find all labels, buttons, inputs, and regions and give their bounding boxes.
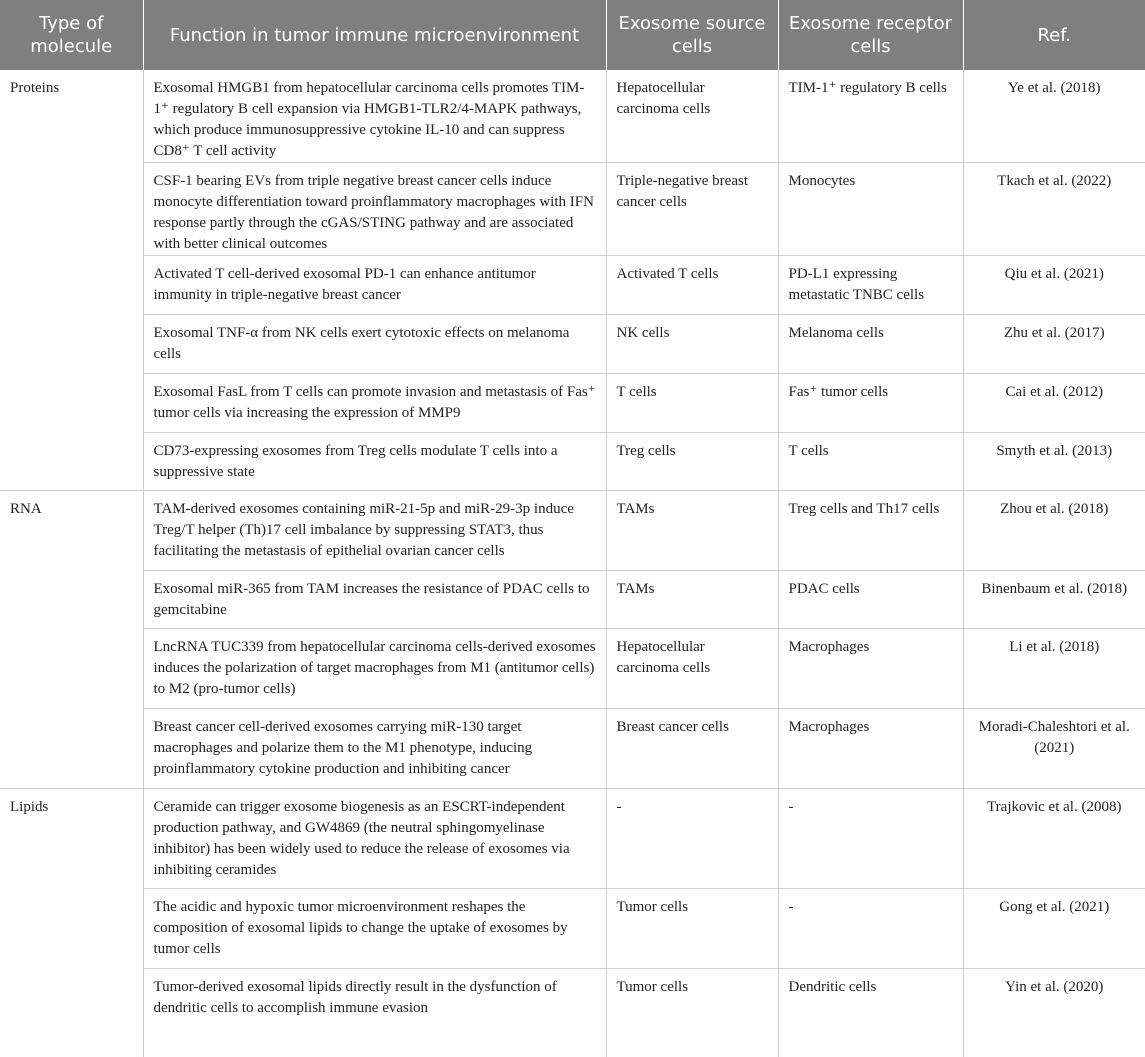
header-function: Function in tumor immune microenvironment [143,0,606,70]
table-body [0,70,1145,1057]
table-row [0,315,1145,374]
receptor-cell: Melanoma cells [778,315,963,374]
ref-cell: Zhou et al. (2018) [963,491,1145,571]
ref-cell: Moradi-Chaleshtori et al. (2021) [963,709,1145,789]
table-row [0,571,1145,629]
ref-cell: Smyth et al. (2013) [963,433,1145,491]
receptor-cell: - [778,889,963,969]
receptor-cell: Dendritic cells [778,969,963,1057]
table-row [0,629,1145,709]
receptor-cell: Monocytes [778,163,963,256]
function-cell: Tumor-derived exosomal lipids directly result in the dysfunction of dendritic cells to accomplish immune evasion [143,969,606,1057]
ref-cell: Zhu et al. (2017) [963,315,1145,374]
receptor-cell: PDAC cells [778,571,963,629]
function-cell: Exosomal FasL from T cells can promote invasion and metastasis of Fas⁺ tumor cells via increasing the expression of MMP9 [143,374,606,433]
function-cell: CD73-expressing exosomes from Treg cells modulate T cells into a suppressive state [143,433,606,491]
source-cell: Hepatocellular carcinoma cells [606,70,778,163]
function-cell: Exosomal TNF-α from NK cells exert cytotoxic effects on melanoma cells [143,315,606,374]
receptor-cell: Fas⁺ tumor cells [778,374,963,433]
source-cell: Breast cancer cells [606,709,778,789]
header-row [0,0,1145,70]
source-cell: Triple-negative breast cancer cells [606,163,778,256]
ref-cell: Trajkovic et al. (2008) [963,789,1145,889]
function-cell: Exosomal miR-365 from TAM increases the resistance of PDAC cells to gemcitabine [143,571,606,629]
ref-cell: Gong et al. (2021) [963,889,1145,969]
receptor-cell: Treg cells and Th17 cells [778,491,963,571]
ref-cell: Qiu et al. (2021) [963,256,1145,315]
function-cell: Activated T cell-derived exosomal PD-1 can enhance antitumor immunity in triple-negative breast cancer [143,256,606,315]
table-row [0,789,1145,889]
ref-cell: Yin et al. (2020) [963,969,1145,1057]
source-cell: T cells [606,374,778,433]
function-cell: CSF-1 bearing EVs from triple negative breast cancer cells induce monocyte differentiation toward proinflammatory macrophages with IFN response partly through the cGAS/STING pathway and are associated with better clinical outcomes [143,163,606,256]
ref-cell: Tkach et al. (2022) [963,163,1145,256]
receptor-cell: - [778,789,963,889]
header-source: Exosome source cells [606,0,778,70]
receptor-cell: TIM-1⁺ regulatory B cells [778,70,963,163]
source-cell: TAMs [606,571,778,629]
receptor-cell: T cells [778,433,963,491]
table-row [0,70,1145,163]
molecule-type-cell: RNA [0,491,143,789]
table-row [0,969,1145,1057]
ref-cell: Ye et al. (2018) [963,70,1145,163]
source-cell: Hepatocellular carcinoma cells [606,629,778,709]
ref-cell: Cai et al. (2012) [963,374,1145,433]
table-row [0,709,1145,789]
molecule-type-cell: Lipids [0,789,143,1057]
header-type: Type of molecule [0,0,143,70]
ref-cell: Li et al. (2018) [963,629,1145,709]
table-row [0,491,1145,571]
receptor-cell: Macrophages [778,709,963,789]
source-cell: Treg cells [606,433,778,491]
molecule-type-cell: Proteins [0,70,143,491]
source-cell: Tumor cells [606,889,778,969]
receptor-cell: PD-L1 expressing metastatic TNBC cells [778,256,963,315]
function-cell: TAM-derived exosomes containing miR-21-5p and miR-29-3p induce Treg/T helper (Th)17 cell imbalance by suppressing STAT3, thus facilitating the metastasis of epithelial ovarian cancer cells [143,491,606,571]
source-cell: Tumor cells [606,969,778,1057]
ref-cell: Binenbaum et al. (2018) [963,571,1145,629]
source-cell: - [606,789,778,889]
table-row [0,256,1145,315]
source-cell: NK cells [606,315,778,374]
function-cell: Ceramide can trigger exosome biogenesis as an ESCRT-independent production pathway, and GW4869 (the neutral sphingomyelinase inhibitor) has been widely used to reduce the release of exosomes via inhibiting ceramides [143,789,606,889]
function-cell: The acidic and hypoxic tumor microenvironment reshapes the composition of exosomal lipids to change the uptake of exosomes by tumor cells [143,889,606,969]
table-row [0,374,1145,433]
function-cell: Exosomal HMGB1 from hepatocellular carcinoma cells promotes TIM-1⁺ regulatory B cell expansion via HMGB1-TLR2/4-MAPK pathways, which produce immunosuppressive cytokine IL-10 and can suppress CD8⁺ T cell activity [143,70,606,163]
table-row [0,889,1145,969]
table-row [0,433,1145,491]
table-row [0,163,1145,256]
function-cell: Breast cancer cell-derived exosomes carrying miR-130 target macrophages and polarize them to the M1 phenotype, inducing proinflammatory cytokine production and inhibiting cancer [143,709,606,789]
receptor-cell: Macrophages [778,629,963,709]
function-cell: LncRNA TUC339 from hepatocellular carcinoma cells-derived exosomes induces the polarization of target macrophages from M1 (antitumor cells) to M2 (pro-tumor cells) [143,629,606,709]
source-cell: TAMs [606,491,778,571]
header-receptor: Exosome receptor cells [778,0,963,70]
source-cell: Activated T cells [606,256,778,315]
header-ref: Ref. [963,0,1145,70]
